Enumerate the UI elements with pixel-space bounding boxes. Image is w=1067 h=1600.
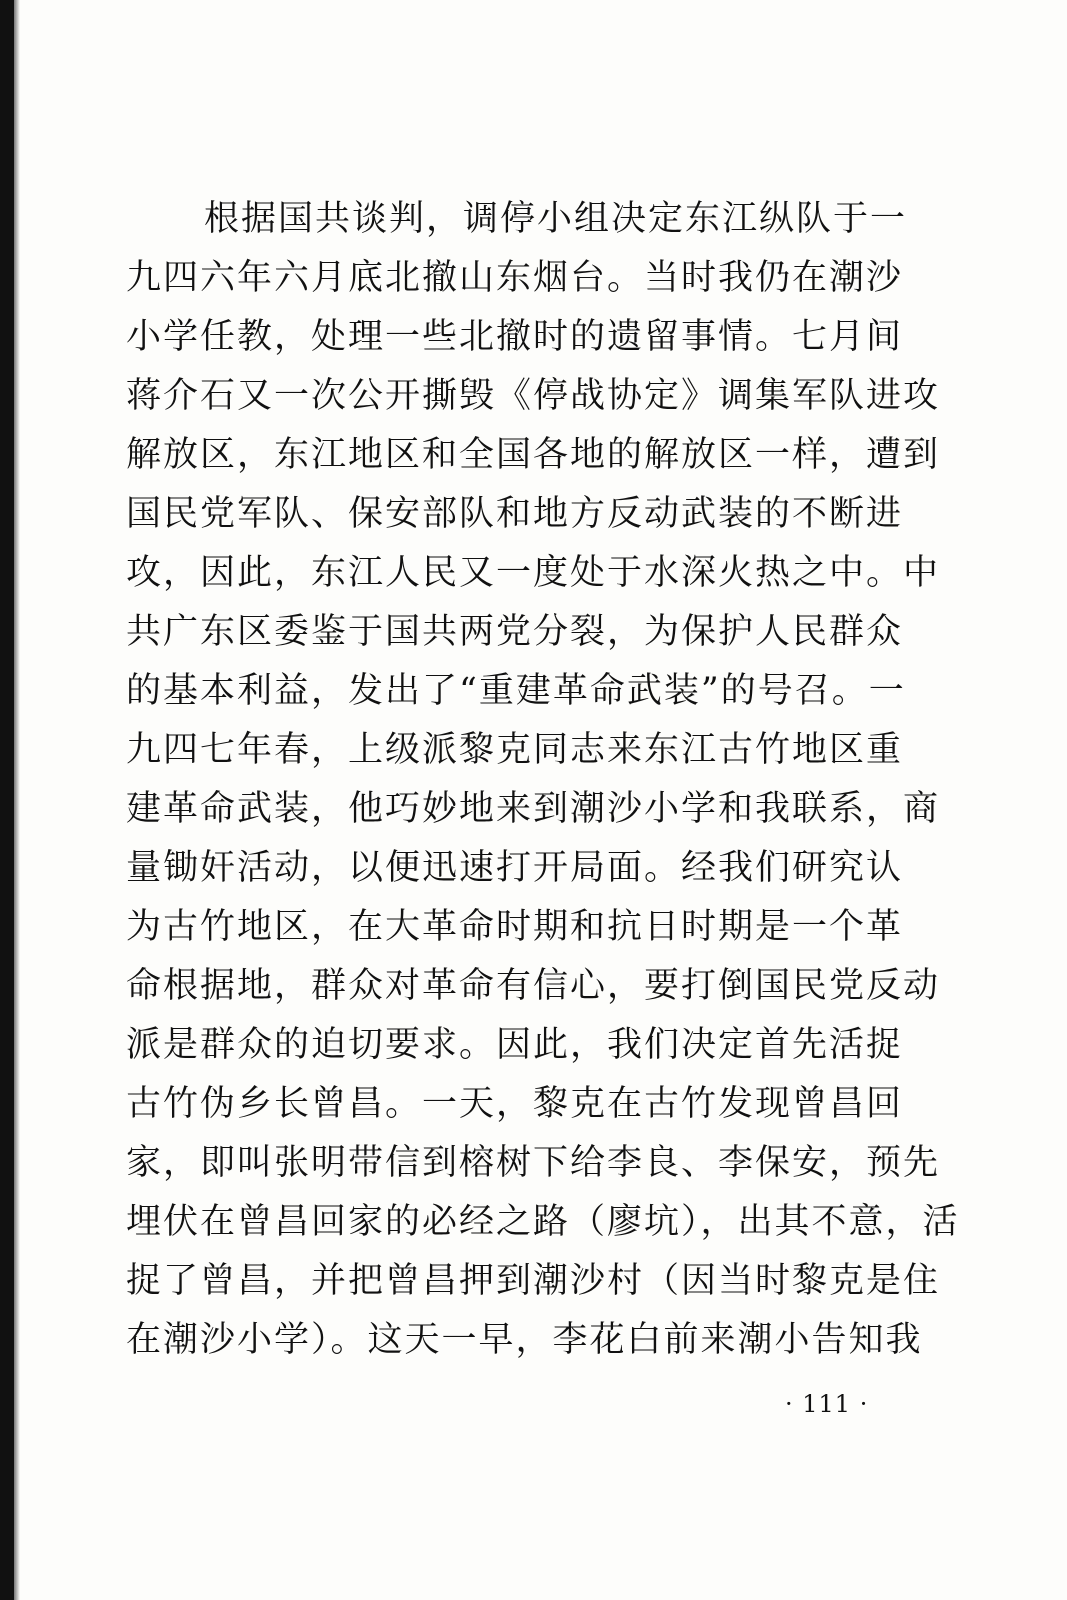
- text-line: 埋伏在曾昌回家的必经之路（廖坑），出其不意，活: [126, 1202, 960, 1242]
- text-line: 蒋介石又一次公开撕毁《停战协定》调集军队进攻: [126, 376, 941, 416]
- text-line: 派是群众的迫切要求。因此，我们决定首先活捉: [126, 1025, 904, 1065]
- text-line: 的基本利益，发出了“重建革命武装”的号召。一: [126, 671, 906, 711]
- text-line: 九四六年六月底北撤山东烟台。当时我仍在潮沙: [126, 258, 904, 298]
- text-line: 命根据地，群众对革命有信心，要打倒国民党反动: [126, 966, 941, 1006]
- text-line: 在潮沙小学）。这天一早，李花白前来潮小告知我: [126, 1320, 923, 1360]
- body-text: [126, 190, 960, 1370]
- text-line: 国民党军队、保安部队和地方反动武装的不断进: [126, 494, 904, 534]
- text-line: 捉了曾昌，并把曾昌押到潮沙村（因当时黎克是住: [126, 1261, 941, 1301]
- scan-edge-shadow: [14, 0, 20, 1600]
- text-line: 建革命武装，他巧妙地来到潮沙小学和我联系，商: [126, 789, 941, 829]
- text-line: 解放区，东江地区和全国各地的解放区一样，遭到: [126, 435, 941, 475]
- page-number: · 111 ·: [785, 1390, 869, 1418]
- text-line: 攻，因此，东江人民又一度处于水深火热之中。中: [126, 553, 941, 593]
- text-line: 量锄奸活动，以便迅速打开局面。经我们研究认: [126, 848, 904, 888]
- scan-binding-edge: [0, 0, 14, 1600]
- text-line: 九四七年春，上级派黎克同志来东江古竹地区重: [126, 730, 904, 770]
- text-line: 古竹伪乡长曾昌。一天，黎克在古竹发现曾昌回: [126, 1084, 904, 1124]
- text-line: 为古竹地区，在大革命时期和抗日时期是一个革: [126, 907, 904, 947]
- text-line: 小学任教，处理一些北撤时的遗留事情。七月间: [126, 317, 904, 357]
- text-line: 家，即叫张明带信到榕树下给李良、李保安，预先: [126, 1143, 941, 1183]
- text-line: 共广东区委鉴于国共两党分裂，为保护人民群众: [126, 612, 904, 652]
- text-line: 根据国共谈判，调停小组决定东江纵队于一: [204, 199, 908, 239]
